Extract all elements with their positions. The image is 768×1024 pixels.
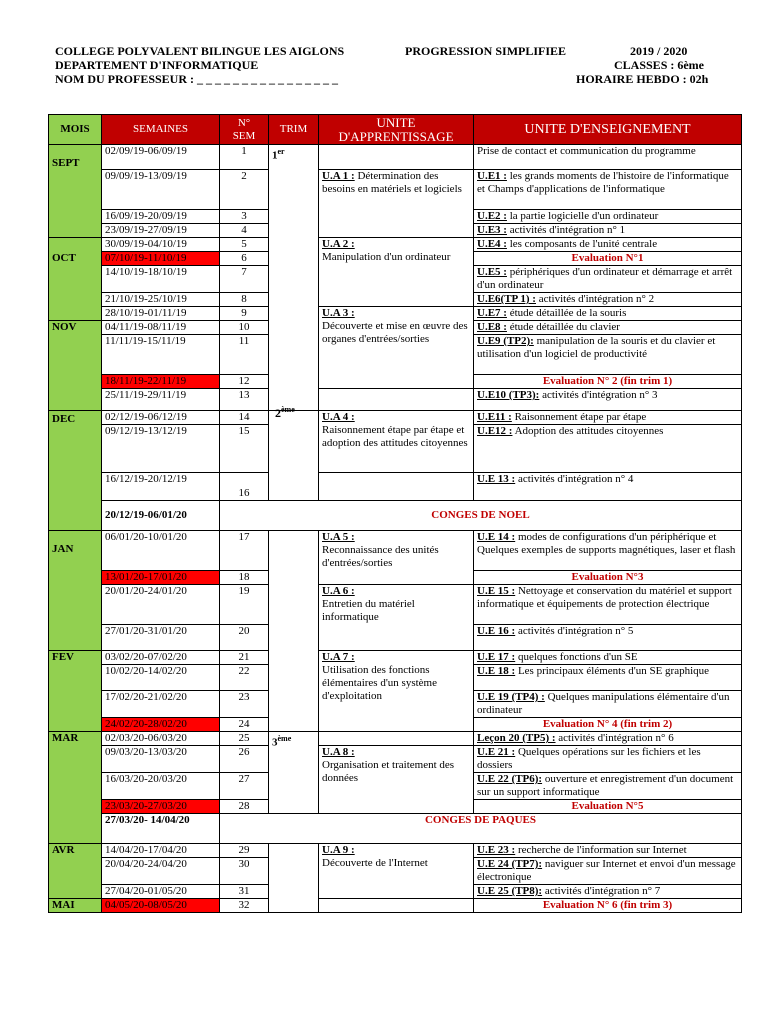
ue-cell bbox=[474, 389, 742, 411]
ue-text: étude détaillée de la souris bbox=[506, 307, 627, 319]
week-dates-evaluation: 07/10/19-11/10/19 bbox=[102, 252, 220, 266]
holiday-row bbox=[49, 814, 742, 844]
ua-cell bbox=[319, 651, 474, 732]
table-row bbox=[49, 238, 742, 252]
ua-code: U.A 6 : bbox=[322, 585, 355, 597]
week-number: 31 bbox=[220, 885, 269, 899]
week-dates: 09/03/20-13/03/20 bbox=[102, 746, 220, 773]
evaluation-5: Evaluation N°5 bbox=[474, 800, 742, 814]
ue-text: activités d'intégration n° 6 bbox=[555, 732, 674, 744]
table-row bbox=[49, 145, 742, 170]
ue-code: U.E10 (TP3): bbox=[477, 389, 540, 401]
ua-cell-empty bbox=[319, 732, 474, 746]
week-dates: 16/12/19-20/12/19 bbox=[102, 473, 220, 501]
table-row bbox=[49, 651, 742, 665]
ue-text: activités d'intégration n° 5 bbox=[515, 625, 634, 637]
ue-code: U.E6(TP 1) : bbox=[477, 293, 536, 305]
trimester-suffix: ème bbox=[277, 734, 292, 743]
ue-code: U.E 17 : bbox=[477, 651, 516, 663]
ue-cell bbox=[474, 858, 742, 885]
ue-code: U.E 18 : bbox=[477, 665, 516, 677]
ue-cell bbox=[474, 746, 742, 773]
week-number: 11 bbox=[220, 335, 269, 375]
ue-code: U.E 16 : bbox=[477, 625, 516, 637]
week-dates: 27/01/20-31/01/20 bbox=[102, 625, 220, 651]
ua-text: Utilisation des fonctions élémentaires d'un système d'exploitation bbox=[322, 664, 438, 702]
table-row bbox=[49, 844, 742, 858]
document-title: PROGRESSION SIMPLIFIEE bbox=[405, 44, 567, 58]
week-dates: 20/01/20-24/01/20 bbox=[102, 585, 220, 625]
ua-cell bbox=[319, 238, 474, 307]
ua-code: U.A 1 : bbox=[322, 170, 355, 182]
week-dates: 16/03/20-20/03/20 bbox=[102, 773, 220, 800]
ua-text: Entretien du matériel informatique bbox=[322, 598, 415, 623]
week-number: 26 bbox=[220, 746, 269, 773]
trimester-2-cont bbox=[269, 531, 319, 732]
trimester-3-cont bbox=[269, 844, 319, 913]
week-number: 3 bbox=[220, 210, 269, 224]
ua-code: U.A 9 : bbox=[322, 844, 355, 856]
ue-cell bbox=[474, 145, 742, 170]
ue-cell bbox=[474, 691, 742, 718]
week-dates: 14/10/19-18/10/19 bbox=[102, 266, 220, 293]
week-number: 27 bbox=[220, 773, 269, 800]
table-row bbox=[49, 585, 742, 625]
ue-text: naviguer sur Internet et envoi d'un message électronique bbox=[477, 858, 736, 883]
week-number: 20 bbox=[220, 625, 269, 651]
ue-text: modes de configurations d'un périphérique et Quelques exemples de supports magnétiques, laser et flash bbox=[477, 531, 736, 556]
ue-text: activités d'intégration n° 3 bbox=[539, 389, 658, 401]
week-number: 6 bbox=[220, 252, 269, 266]
trimester-2 bbox=[269, 411, 319, 501]
ue-code: U.E 14 : bbox=[477, 531, 516, 543]
col-header-trim: TRIM bbox=[269, 115, 319, 145]
week-dates: 10/02/20-14/02/20 bbox=[102, 665, 220, 691]
week-dates: 06/01/20-10/01/20 bbox=[102, 531, 220, 571]
table-row bbox=[49, 389, 742, 411]
ue-code: U.E5 : bbox=[477, 266, 507, 278]
ue-cell bbox=[474, 321, 742, 335]
ue-cell bbox=[474, 844, 742, 858]
month-avr: AVR bbox=[49, 844, 102, 899]
ue-code: U.E 13 : bbox=[477, 473, 516, 485]
ua-text: Organisation et traitement des données bbox=[322, 759, 455, 784]
ue-cell bbox=[474, 224, 742, 238]
week-dates: 03/02/20-07/02/20 bbox=[102, 651, 220, 665]
ua-text: Découverte de l'Internet bbox=[322, 857, 428, 869]
ue-cell bbox=[474, 307, 742, 321]
ue-cell bbox=[474, 335, 742, 375]
col-header-ue: UNITE D'ENSEIGNEMENT bbox=[474, 115, 742, 145]
col-header-num-sem-line2: SEM bbox=[232, 129, 256, 142]
ue-code: U.E1 : bbox=[477, 170, 507, 182]
week-number: 29 bbox=[220, 844, 269, 858]
week-dates: 23/09/19-27/09/19 bbox=[102, 224, 220, 238]
week-dates: 16/09/19-20/09/19 bbox=[102, 210, 220, 224]
week-number: 23 bbox=[220, 691, 269, 718]
table-row bbox=[49, 732, 742, 746]
month-mar: MAR bbox=[49, 732, 102, 844]
school-year: 2019 / 2020 bbox=[630, 44, 688, 58]
classes-label: CLASSES : 6ème bbox=[614, 58, 705, 72]
ue-code: U.E 23 : bbox=[477, 844, 516, 856]
col-header-num-sem bbox=[220, 115, 269, 145]
ua-cell bbox=[319, 411, 474, 473]
week-number: 7 bbox=[220, 266, 269, 293]
ue-cell bbox=[474, 665, 742, 691]
ue-cell bbox=[474, 411, 742, 425]
ua-code: U.A 8 : bbox=[322, 746, 355, 758]
week-dates: 09/09/19-13/09/19 bbox=[102, 170, 220, 210]
ue-cell bbox=[474, 425, 742, 473]
table-row bbox=[49, 307, 742, 321]
ue-cell bbox=[474, 531, 742, 571]
week-dates: 02/09/19-06/09/19 bbox=[102, 145, 220, 170]
ua-code: U.A 7 : bbox=[322, 651, 355, 663]
ue-code: U.E7 : bbox=[477, 307, 507, 319]
week-dates: 02/03/20-06/03/20 bbox=[102, 732, 220, 746]
table-row bbox=[49, 411, 742, 425]
ue-cell bbox=[474, 210, 742, 224]
ue-cell bbox=[474, 732, 742, 746]
week-number: 21 bbox=[220, 651, 269, 665]
week-number: 18 bbox=[220, 571, 269, 585]
week-number: 25 bbox=[220, 732, 269, 746]
week-number: 9 bbox=[220, 307, 269, 321]
trimester-suffix: ème bbox=[281, 405, 295, 414]
ue-text: ouverture et enregistrement d'un document sur un support informatique bbox=[477, 773, 734, 798]
table-row bbox=[49, 170, 742, 210]
ue-cell bbox=[474, 625, 742, 651]
week-number: 2 bbox=[220, 170, 269, 210]
ue-text: Prise de contact et communication du programme bbox=[477, 145, 696, 157]
col-header-num-sem-line1: N° bbox=[237, 116, 251, 129]
ua-text: Détermination des besoins en matériels et logiciels bbox=[322, 170, 462, 195]
week-number: 4 bbox=[220, 224, 269, 238]
ue-code: U.E 24 (TP7): bbox=[477, 858, 543, 870]
weekly-hours-label: HORAIRE HEBDO : 02h bbox=[576, 72, 709, 86]
ue-code: U.E8 : bbox=[477, 321, 507, 333]
holiday-noel: CONGES DE NOEL bbox=[220, 501, 742, 531]
evaluation-3: Evaluation N°3 bbox=[474, 571, 742, 585]
ua-code: U.A 2 : bbox=[322, 238, 355, 250]
col-header-ua bbox=[319, 115, 474, 145]
ue-text: Adoption des attitudes citoyennes bbox=[512, 425, 664, 437]
month-oct: OCT bbox=[49, 238, 102, 321]
table-row bbox=[49, 899, 742, 913]
ua-cell-empty bbox=[319, 899, 474, 913]
ua-text: Découverte et mise en œuvre des organes d'entrées/sorties bbox=[322, 320, 468, 345]
month-jan: JAN bbox=[49, 531, 102, 651]
ue-text: périphériques d'un ordinateur et démarrage et arrêt d'un ordinateur bbox=[477, 266, 733, 291]
ua-cell bbox=[319, 307, 474, 389]
evaluation-2: Evaluation N° 2 (fin trim 1) bbox=[474, 375, 742, 389]
ue-code: U.E11 : bbox=[477, 411, 512, 423]
trimester-2-label bbox=[275, 405, 295, 421]
week-dates-evaluation: 24/02/20-28/02/20 bbox=[102, 718, 220, 732]
ua-cell-empty bbox=[319, 473, 474, 501]
ua-cell-empty bbox=[319, 145, 474, 170]
ua-cell bbox=[319, 170, 474, 238]
department-name: DEPARTEMENT D'INFORMATIQUE bbox=[55, 58, 259, 72]
ue-code: U.E 19 (TP4) : bbox=[477, 691, 545, 703]
table-row bbox=[49, 473, 742, 501]
ua-cell bbox=[319, 585, 474, 651]
week-number: 15 bbox=[220, 425, 269, 473]
ue-code: U.E12 : bbox=[477, 425, 513, 437]
week-dates-evaluation: 13/01/20-17/01/20 bbox=[102, 571, 220, 585]
ue-text: activités d'intégration n° 2 bbox=[535, 293, 655, 305]
week-number: 30 bbox=[220, 858, 269, 885]
week-number: 10 bbox=[220, 321, 269, 335]
holiday-paques: CONGES DE PAQUES bbox=[220, 814, 742, 844]
week-number: 13 bbox=[220, 389, 269, 411]
week-dates: 11/11/19-15/11/19 bbox=[102, 335, 220, 375]
ue-cell bbox=[474, 773, 742, 800]
week-dates: 02/12/19-06/12/19 bbox=[102, 411, 220, 425]
week-dates: 04/11/19-08/11/19 bbox=[102, 321, 220, 335]
ue-cell bbox=[474, 885, 742, 899]
ue-text: activités d'intégration n° 1 bbox=[506, 224, 626, 236]
week-dates: 09/12/19-13/12/19 bbox=[102, 425, 220, 473]
table-row bbox=[49, 746, 742, 773]
ue-code: U.E 22 (TP6): bbox=[477, 773, 543, 785]
holiday-dates: 27/03/20- 14/04/20 bbox=[102, 814, 220, 844]
week-dates: 14/04/20-17/04/20 bbox=[102, 844, 220, 858]
ua-text: Reconnaissance des unités d'entrées/sorties bbox=[322, 544, 439, 569]
week-dates: 27/04/20-01/05/20 bbox=[102, 885, 220, 899]
ue-cell bbox=[474, 266, 742, 293]
ua-text: Raisonnement étape par étape et adoption des attitudes citoyennes bbox=[322, 424, 468, 449]
ue-code: U.E2 : bbox=[477, 210, 507, 222]
ue-text: les composants de l'unité centrale bbox=[506, 238, 658, 250]
teacher-name-field: NOM DU PROFESSEUR : _ _ _ _ _ _ _ _ _ _ _ _ _ _ _ _ bbox=[55, 72, 339, 86]
month-sept: SEPT bbox=[49, 145, 102, 238]
evaluation-1: Evaluation N°1 bbox=[474, 252, 742, 266]
ue-text: activités d'intégration n° 7 bbox=[542, 885, 661, 897]
week-number: 12 bbox=[220, 375, 269, 389]
week-dates: 25/11/19-29/11/19 bbox=[102, 389, 220, 411]
week-number: 5 bbox=[220, 238, 269, 252]
ua-code: U.A 3 : bbox=[322, 307, 355, 319]
week-number: 14 bbox=[220, 411, 269, 425]
ue-code: U.E 21 : bbox=[477, 746, 516, 758]
trimester-3 bbox=[269, 732, 319, 814]
ua-code: U.A 5 : bbox=[322, 531, 355, 543]
ue-text: recherche de l'information sur Internet bbox=[515, 844, 687, 856]
ua-text: Manipulation d'un ordinateur bbox=[322, 251, 451, 263]
ue-code: U.E 15 : bbox=[477, 585, 516, 597]
trimester-1 bbox=[269, 145, 319, 411]
month-mai: MAI bbox=[49, 899, 102, 913]
table-row bbox=[49, 531, 742, 571]
col-header-ua-line2: D'APPRENTISSAGE bbox=[338, 128, 454, 144]
trimester-number: 1 bbox=[272, 149, 278, 162]
week-number: 16 bbox=[220, 473, 269, 501]
progression-table bbox=[48, 114, 742, 913]
month-fev: FEV bbox=[49, 651, 102, 732]
ue-code: U.E3 : bbox=[477, 224, 507, 236]
month-dec: DEC bbox=[49, 411, 102, 531]
evaluation-4: Evaluation N° 4 (fin trim 2) bbox=[474, 718, 742, 732]
ue-text: Les principaux éléments d'un SE graphique bbox=[515, 665, 710, 677]
school-name: COLLEGE POLYVALENT BILINGUE LES AIGLONS bbox=[55, 44, 345, 58]
ue-code: U.E4 : bbox=[477, 238, 507, 250]
col-header-mois: MOIS bbox=[49, 115, 102, 145]
week-number: 22 bbox=[220, 665, 269, 691]
ue-cell bbox=[474, 170, 742, 210]
ue-text: la partie logicielle d'un ordinateur bbox=[506, 210, 659, 222]
table-header-row bbox=[49, 115, 742, 145]
ue-code: U.E9 (TP2): bbox=[477, 335, 534, 347]
trimester-suffix: er bbox=[277, 147, 285, 156]
week-number: 32 bbox=[220, 899, 269, 913]
week-dates: 21/10/19-25/10/19 bbox=[102, 293, 220, 307]
week-number: 1 bbox=[220, 145, 269, 170]
week-dates: 20/04/20-24/04/20 bbox=[102, 858, 220, 885]
month-nov: NOV bbox=[49, 321, 102, 411]
ue-cell bbox=[474, 238, 742, 252]
ue-cell bbox=[474, 651, 742, 665]
ue-text: quelques fonctions d'un SE bbox=[515, 651, 638, 663]
week-number: 28 bbox=[220, 800, 269, 814]
week-number: 8 bbox=[220, 293, 269, 307]
ue-text: Raisonnement étape par étape bbox=[511, 411, 647, 423]
ua-code: U.A 4 : bbox=[322, 411, 355, 423]
week-dates: 17/02/20-21/02/20 bbox=[102, 691, 220, 718]
week-dates-evaluation: 04/05/20-08/05/20 bbox=[102, 899, 220, 913]
ue-text: Nettoyage et conservation du matériel et support informatique et équipements de protection électrique bbox=[477, 585, 732, 610]
ue-code: U.E 25 (TP8): bbox=[477, 885, 543, 897]
week-number: 19 bbox=[220, 585, 269, 625]
week-dates-evaluation: 18/11/19-22/11/19 bbox=[102, 375, 220, 389]
ua-cell bbox=[319, 746, 474, 814]
ue-text: Quelques manipulations élémentaire d'un ordinateur bbox=[477, 691, 730, 716]
ua-cell bbox=[319, 844, 474, 899]
ue-text: Quelques opérations sur les fichiers et les dossiers bbox=[477, 746, 701, 771]
week-dates-evaluation: 23/03/20-27/03/20 bbox=[102, 800, 220, 814]
ue-text: manipulation de la souris et du clavier et utilisation d'un logiciel de productivité bbox=[477, 335, 716, 360]
col-header-ua-line1: UNITE bbox=[376, 114, 416, 130]
holiday-row bbox=[49, 501, 742, 531]
ue-text: les grands moments de l'histoire de l'informatique et Champs d'applications de l'informatique bbox=[477, 170, 729, 195]
ua-cell bbox=[319, 531, 474, 585]
col-header-semaines: SEMAINES bbox=[102, 115, 220, 145]
ua-cell-empty bbox=[319, 389, 474, 411]
ue-cell bbox=[474, 473, 742, 501]
holiday-dates: 20/12/19-06/01/20 bbox=[102, 501, 220, 531]
week-number: 17 bbox=[220, 531, 269, 571]
trimester-number: 2 bbox=[275, 406, 281, 420]
week-dates: 30/09/19-04/10/19 bbox=[102, 238, 220, 252]
evaluation-6: Evaluation N° 6 (fin trim 3) bbox=[474, 899, 742, 913]
week-dates: 28/10/19-01/11/19 bbox=[102, 307, 220, 321]
ue-text: activités d'intégration n° 4 bbox=[515, 473, 634, 485]
trimester-number: 3 bbox=[272, 736, 278, 749]
ue-cell bbox=[474, 293, 742, 307]
ue-text: étude détaillée du clavier bbox=[506, 321, 620, 333]
ue-code: Leçon 20 (TP5) : bbox=[477, 732, 556, 744]
week-number: 24 bbox=[220, 718, 269, 732]
ue-cell bbox=[474, 585, 742, 625]
